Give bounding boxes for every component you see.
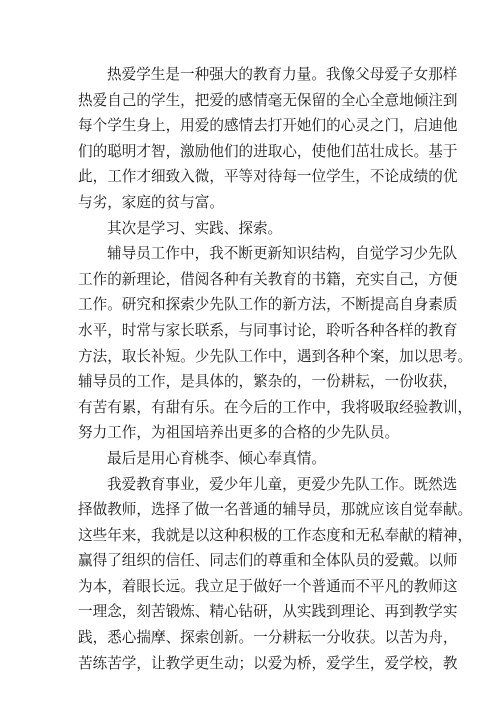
text-line: 一理念，刻苦锻炼、精心钻研，从实践到理论、再到教学实 (78, 603, 458, 621)
text-line: 苦练苦学，让教学更生动；以爱为桥，爱学生，爱学校，教 (78, 654, 458, 672)
text-line: 热爱学生是一种强大的教育力量。我像父母爱子女那样 (107, 66, 458, 83)
text-line: 有苦有累，有甜有乐。在今后的工作中，我将吸取经验教训， (78, 398, 473, 416)
text-line: 辅导员工作中，我不断更新知识结构，自觉学习少先队 (107, 245, 458, 263)
text-line: 践，悉心揣摩、探索创新。一分耕耘一分收获。以苦为舟， (78, 629, 458, 647)
text-line: 与劣，家庭的贫与富。 (78, 193, 224, 211)
text-line: 此，工作才细致入微，平等对待每一位学生，不论成绩的优 (78, 168, 458, 186)
text-line: 工作。研究和探索少先队工作的新方法，不断提高自身素质 (78, 296, 458, 314)
text-line: 我爱教育事业，爱少年儿童，更爱少先队工作。既然选 (107, 475, 458, 493)
text-line: 方法，取长补短。少先队工作中，遇到各种个案，加以思考。 (78, 347, 473, 365)
text-line: 努力工作，为祖国培养出更多的合格的少先队员。 (78, 424, 400, 442)
text-line: 辅导员的工作，是具体的，繁杂的，一份耕耘，一份收获， (78, 373, 458, 391)
text-line: 这些年来，我就是以这种积极的工作态度和无私奉献的精神， (78, 526, 473, 544)
text-line: 工作的新理论，借阅各种有关教育的书籍，充实自己，方便 (78, 270, 458, 288)
text-line: 们的聪明才智，激励他们的进取心，使他们茁壮成长。基于 (78, 142, 458, 160)
text-line: 热爱自己的学生，把爱的感情毫无保留的全心全意地倾注到 (78, 91, 458, 109)
document-body (78, 62, 473, 676)
text-line: 择做教师，选择了做一名普通的辅导员，那就应该自觉奉献。 (78, 501, 473, 519)
text-line: 水平，时常与家长联系，与同事讨论，聆听各种各样的教育 (78, 321, 458, 339)
text-line: 每个学生身上，用爱的感情去打开她们的心灵之门，启迪他 (78, 117, 458, 135)
text-line: 赢得了组织的信任、同志们的尊重和全体队员的爱戴。以师 (78, 552, 458, 570)
text-line: 为本，着眼长远。我立足于做好一个普通而不平凡的教师这 (78, 577, 458, 595)
text-line: 其次是学习、实践、探索。 (107, 219, 283, 237)
text-line: 最后是用心育桃李、倾心奉真情。 (107, 449, 326, 467)
